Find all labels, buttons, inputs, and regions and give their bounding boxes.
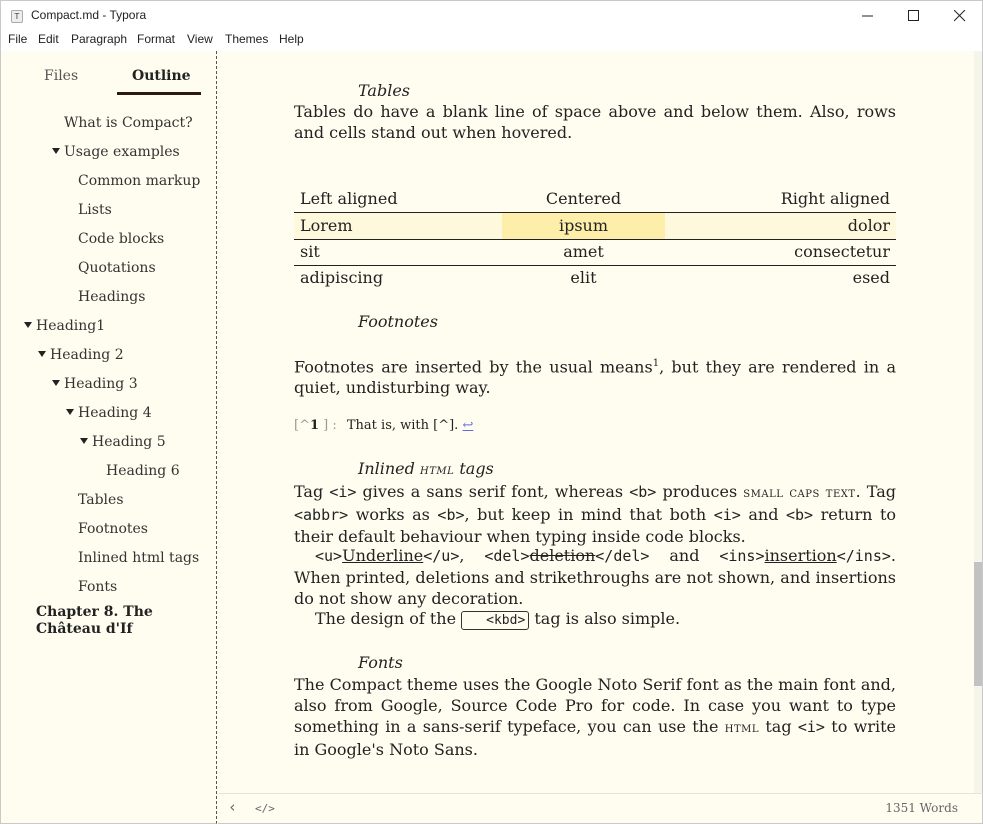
word-count[interactable]: 1351 Words [885,801,958,815]
menu-help[interactable]: Help [279,32,304,46]
tab-files[interactable]: Files [44,68,79,84]
maximize-button[interactable] [891,1,937,31]
table-row[interactable] [294,239,896,265]
title-bar [0,0,983,30]
window-title: Compact.md - Typora [31,8,147,22]
outline-item[interactable]: What is Compact? [64,115,193,131]
menu-themes[interactable]: Themes [225,32,269,46]
close-icon [954,10,966,22]
footnote-number: 1 [309,418,320,433]
outline-item[interactable]: Usage examples [52,142,180,162]
outline-item[interactable]: Heading 2 [38,345,124,365]
scrollbar-thumb[interactable] [974,562,982,686]
table-header-row [294,186,896,212]
outline-item[interactable]: Code blocks [78,231,165,247]
outline-item[interactable]: Heading 3 [52,374,138,394]
paragraph-inlined-html: Tag <i> gives a sans serif font, whereas <b> produces small caps text. Tag <abbr> works as <b>, but keep in mind that both <i> and <b> return to their default behaviour when typing inside code blocks. [294,482,897,546]
document-editor[interactable] [218,51,974,793]
table-header-cell: Left aligned [300,189,398,208]
outline-item[interactable]: Heading 6 [106,463,180,479]
outline-item[interactable]: Headings [78,289,146,305]
footnote-backref-icon[interactable]: ↩ [462,418,474,433]
table-cell: consectetur [794,242,890,261]
collapse-triangle-icon[interactable] [52,148,60,154]
toggle-sidebar-icon[interactable]: ‹ [228,798,238,816]
table-cell: dolor [847,216,890,235]
paragraph-tables: Tables do have a blank line of space above and below them. Also, rows and cells stand out when hovered. [294,102,896,142]
source-code-mode-icon[interactable]: </> [255,802,275,815]
collapse-triangle-icon[interactable] [66,409,74,415]
table-cell-hovered[interactable]: ipsum [502,213,665,239]
table-cell: Lorem [300,216,353,235]
footnote-close-mark: ] : [323,418,337,433]
footnote-ref[interactable]: 1 [652,358,660,369]
outline-item[interactable]: Quotations [78,260,156,276]
outline-item[interactable]: Tables [78,492,124,508]
table-row[interactable] [294,265,896,291]
menu-edit[interactable]: Edit [38,32,59,46]
outline-item-chapter[interactable]: Chapter 8. The Château d'If [36,604,153,637]
collapse-triangle-icon[interactable] [80,438,88,444]
outline-item[interactable]: Lists [78,202,112,218]
heading-fonts: Fonts [358,653,403,672]
table-row[interactable] [294,213,896,239]
outline-item[interactable]: Heading 4 [66,403,152,423]
menu-format[interactable]: Format [137,32,176,46]
paragraph-underline-deletion: <u>Underline</u>, <del>deletion</del> and <ins>insertion</ins>. When printed, deletions and strikethroughs are not shown, and insertions do not show any decoration. [294,546,896,608]
outline-item[interactable]: Heading1 [24,316,105,336]
footnote-definition [294,418,473,433]
table-header-cell: Centered [545,189,622,208]
outline-item[interactable]: Footnotes [78,521,148,537]
collapse-triangle-icon[interactable] [38,351,46,357]
menu-paragraph[interactable]: Paragraph [71,32,128,46]
table-cell: esed [852,268,890,287]
active-tab-indicator [117,92,201,95]
table-cell: adipiscing [300,268,384,287]
paragraph-kbd: The design of the <kbd> tag is also simple. [315,609,681,628]
footnote-open-mark: [^ [294,418,310,433]
table-header-cell: Right aligned [780,189,890,208]
menu-view[interactable]: View [187,32,213,46]
table-cell: elit [570,268,597,287]
table-cell: sit [300,242,320,261]
collapse-triangle-icon[interactable] [52,380,60,386]
outline-item[interactable]: Common markup [78,173,201,189]
heading-footnotes: Footnotes [358,312,438,331]
tab-outline[interactable]: Outline [132,68,191,84]
minimize-icon [862,10,874,22]
markdown-table [294,186,896,291]
maximize-icon [908,10,920,22]
menu-file[interactable]: File [8,32,28,46]
outline-item[interactable]: Heading 5 [80,432,166,452]
menu-bar [0,30,983,51]
footnote-text: That is, with [^]. [346,418,459,433]
outline-item[interactable]: Inlined html tags [78,550,200,566]
kbd-tag: <kbd> [461,611,529,630]
collapse-triangle-icon[interactable] [24,322,32,328]
sidebar [0,51,217,824]
table-cell: amet [563,242,604,261]
paragraph-fonts: The Compact theme uses the Google Noto Serif font as the main font and, also from Google, Source Code Pro for code. In case you want to type something in a sans-serif typeface, you can use the html tag <i> to write in Google's Noto Sans. [294,675,897,759]
status-bar [218,793,983,824]
minimize-button[interactable] [845,1,891,31]
typora-app-icon: T [11,10,23,23]
heading-tables: Tables [358,81,411,100]
heading-inlined-html: Inlined html tags [358,459,494,478]
outline-item[interactable]: Fonts [78,579,118,595]
paragraph-footnotes: Footnotes are inserted by the usual means$^1$, but they are rendered in a quiet, undisturbing way. [294,357,896,398]
close-button[interactable] [937,1,983,31]
